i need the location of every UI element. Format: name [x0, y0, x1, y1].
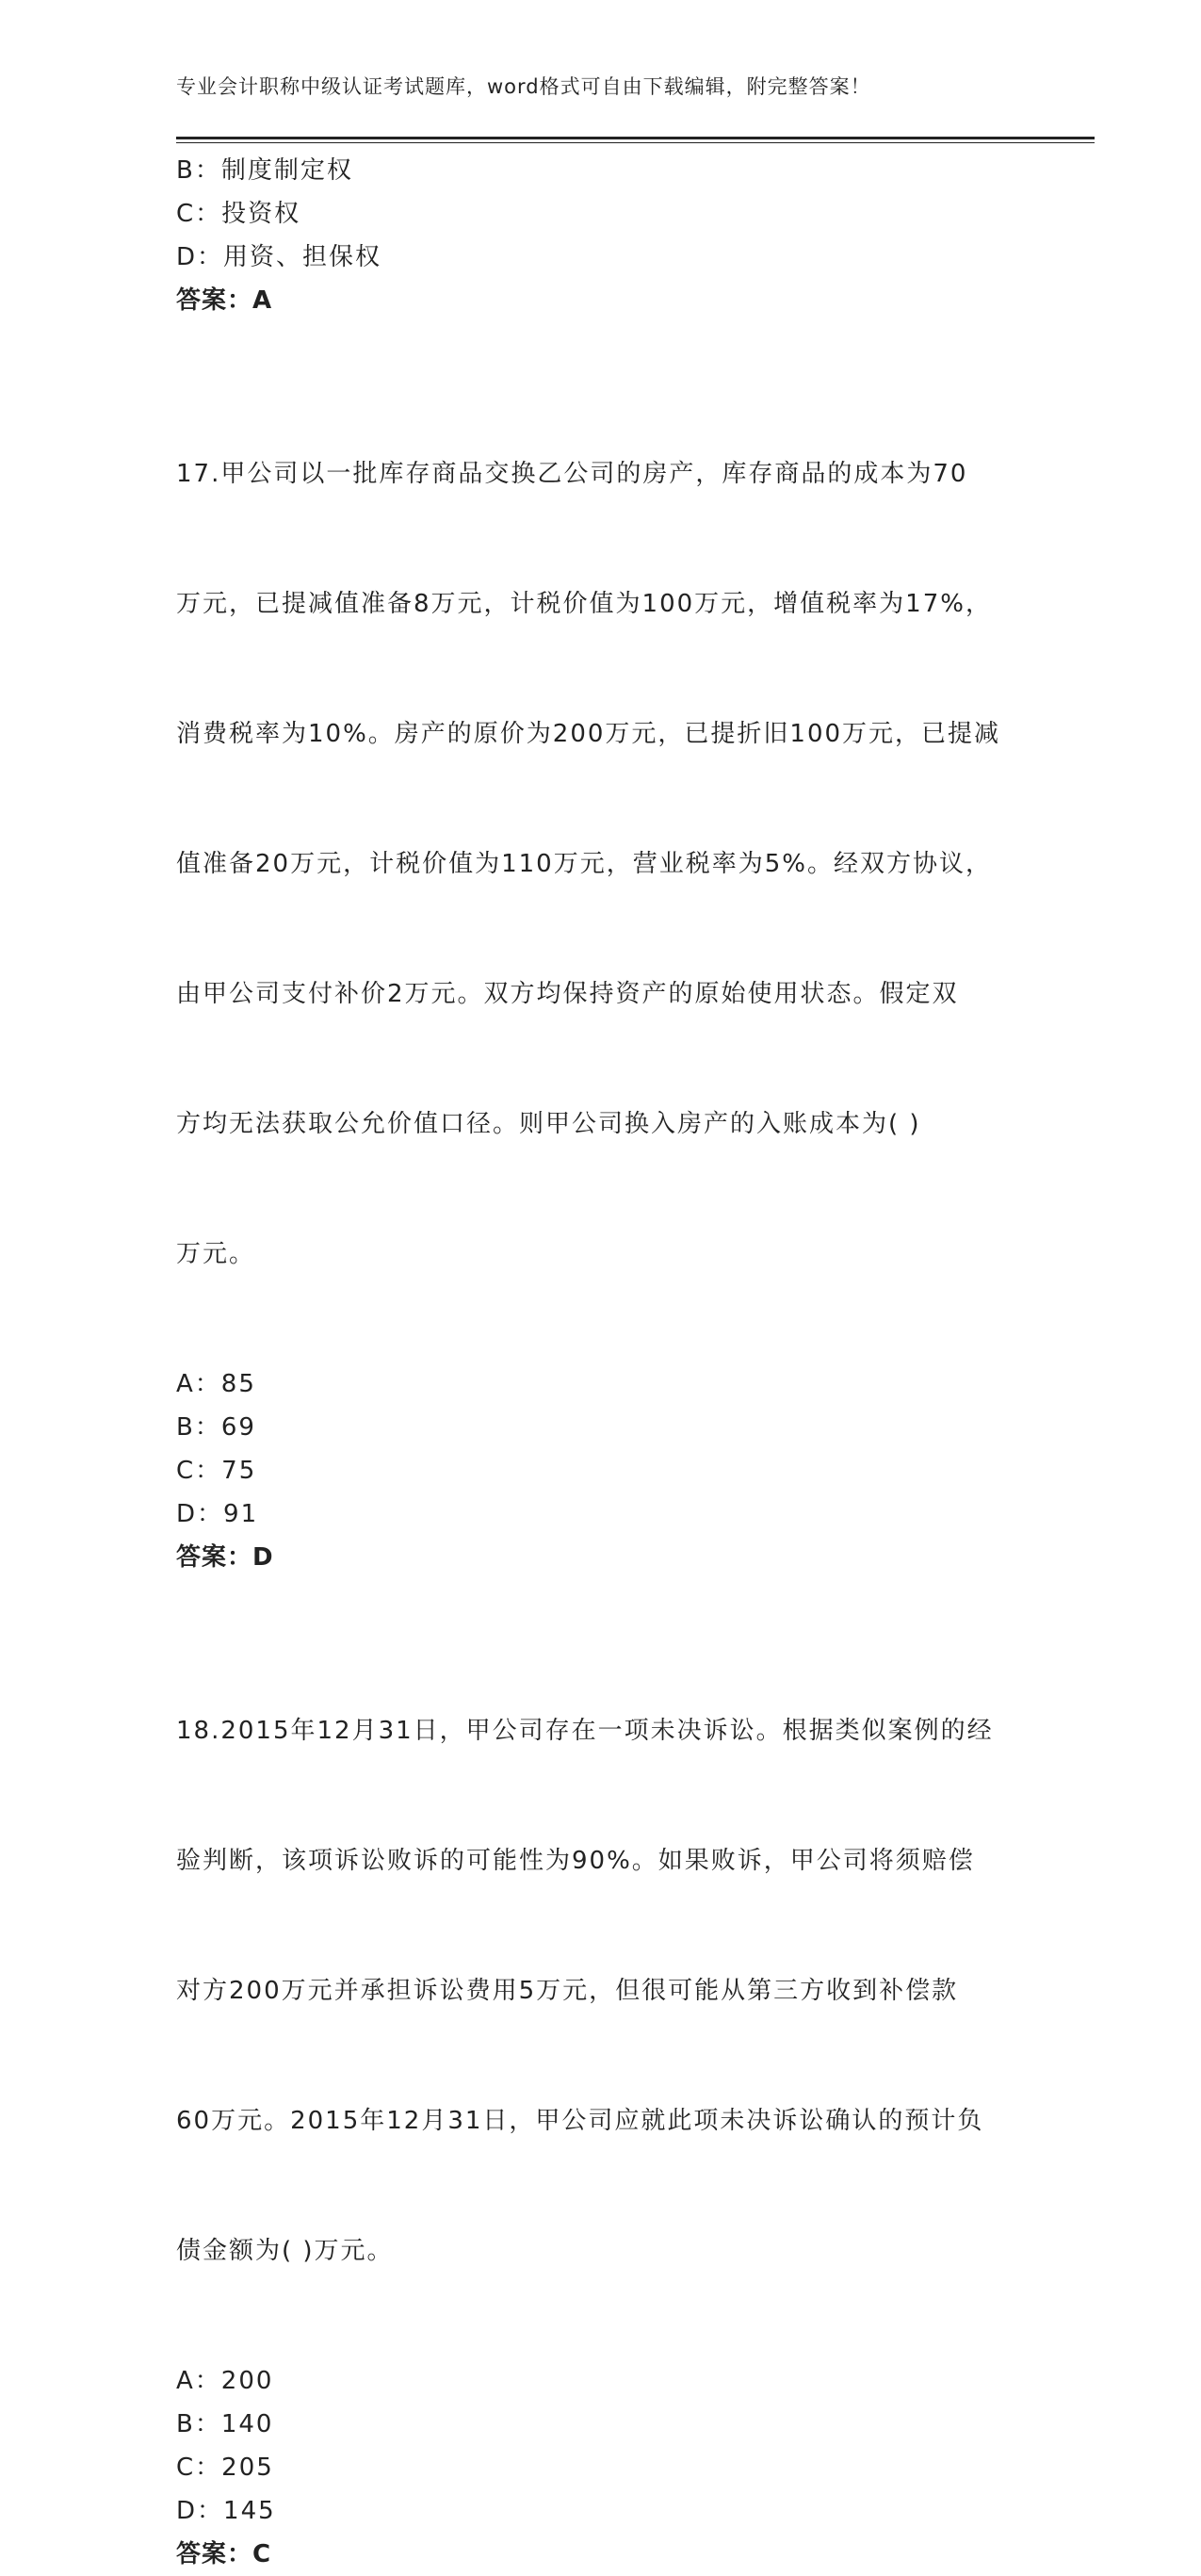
option-c	[176, 1449, 1024, 1492]
question-18	[176, 1622, 1024, 2576]
stem-line: 万元。	[176, 1240, 256, 1268]
option-b	[176, 149, 1024, 192]
option-text: 75	[221, 1457, 257, 1485]
spacer	[176, 322, 1024, 366]
option-label: D：	[176, 2497, 224, 2525]
option-a	[176, 2359, 1024, 2403]
stem-line: 60万元。2015年12月31日，甲公司应就此项未决诉讼确认的预计负	[176, 2107, 984, 2135]
option-text: 145	[223, 2497, 276, 2525]
option-d	[176, 2489, 1024, 2533]
option-label: B：	[176, 2410, 221, 2438]
prev-question-options	[176, 149, 1024, 279]
document-content	[176, 149, 1024, 2576]
option-a	[176, 1362, 1024, 1406]
question-17	[176, 366, 1024, 1579]
option-b	[176, 1406, 1024, 1449]
option-label: B：	[176, 1413, 221, 1442]
option-text: 投资权	[221, 200, 301, 228]
option-label: A：	[176, 2367, 221, 2395]
stem-line: 万元，已提减值准备8万元，计税价值为100万元，增值税率为17%，	[176, 590, 992, 618]
option-label: A：	[176, 1370, 221, 1398]
option-text: 140	[220, 2410, 274, 2438]
question-answer: 答案：C	[176, 2540, 272, 2568]
option-label: C：	[176, 200, 222, 228]
option-text: 用资、担保权	[223, 243, 382, 271]
spacer	[176, 1579, 1024, 1622]
option-b	[176, 2403, 1024, 2446]
prev-question-answer: 答案：A	[176, 286, 273, 315]
question-stem	[176, 366, 1024, 1362]
option-text: 91	[223, 1500, 259, 1528]
option-label: D：	[176, 1500, 224, 1528]
stem-line: 17.甲公司以一批库存商品交换乙公司的房产，库存商品的成本为70	[176, 460, 968, 488]
option-d	[176, 1492, 1024, 1536]
stem-line: 由甲公司支付补价2万元。双方均保持资产的原始使用状态。假定双	[176, 980, 959, 1008]
option-text: 69	[220, 1413, 256, 1442]
stem-line: 验判断，该项诉讼败诉的可能性为90%。如果败诉，甲公司将须赔偿	[176, 1847, 975, 1875]
stem-line: 方均无法获取公允价值口径。则甲公司换入房产的入账成本为( )	[176, 1110, 921, 1138]
option-text: 200	[220, 2367, 274, 2395]
stem-line: 18.2015年12月31日，甲公司存在一项未决诉讼。根据类似案例的经	[176, 1717, 994, 1745]
option-label: C：	[176, 2454, 222, 2482]
option-d	[176, 236, 1024, 279]
page-header: 专业会计职称中级认证考试题库，word格式可自由下载编辑，附完整答案！	[176, 75, 871, 98]
option-label: D：	[176, 243, 224, 271]
option-label: B：	[176, 156, 221, 185]
header-rule-thin	[176, 142, 1095, 143]
stem-line: 债金额为( )万元。	[176, 2237, 394, 2265]
question-answer: 答案：D	[176, 1543, 274, 1572]
option-text: 制度制定权	[220, 156, 353, 185]
header-rule-thick	[176, 137, 1095, 139]
question-stem	[176, 1622, 1024, 2359]
option-text: 85	[220, 1370, 256, 1398]
stem-line: 值准备20万元，计税价值为110万元，营业税率为5%。经双方协议，	[176, 850, 992, 878]
stem-line: 对方200万元并承担诉讼费用5万元，但很可能从第三方收到补偿款	[176, 1977, 959, 2005]
stem-line: 消费税率为10%。房产的原价为200万元，已提折旧100万元，已提减	[176, 720, 1001, 748]
option-text: 205	[221, 2454, 274, 2482]
option-c	[176, 192, 1024, 236]
option-label: C：	[176, 1457, 222, 1485]
option-c	[176, 2446, 1024, 2489]
